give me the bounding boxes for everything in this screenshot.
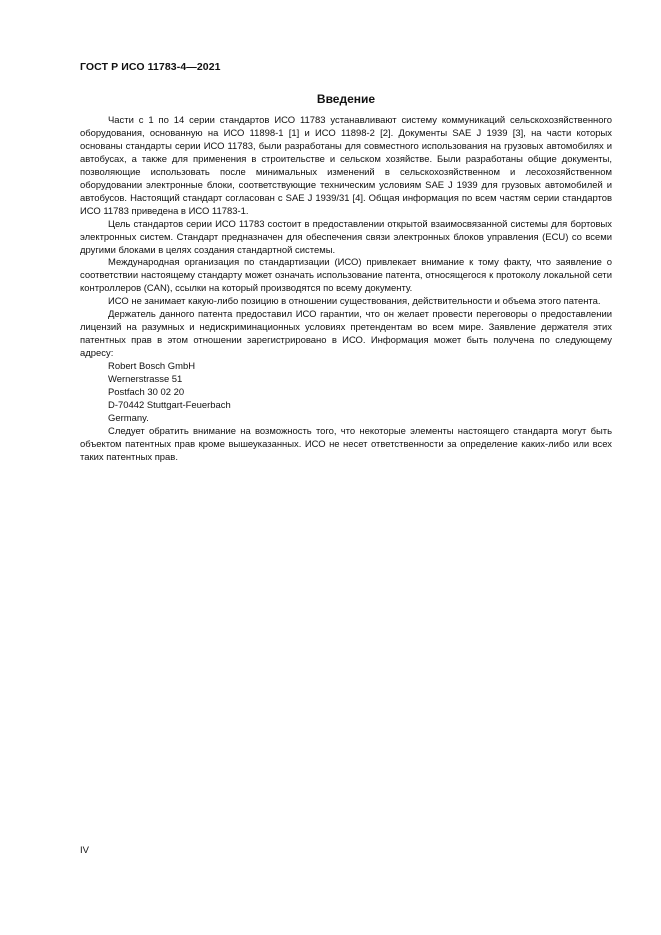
section-title: Введение xyxy=(316,92,376,106)
address-block xyxy=(80,361,612,426)
page-number: IV xyxy=(80,845,89,856)
address-line: Germany. xyxy=(108,412,149,424)
paragraph: Части с 1 по 14 серии стандартов ИСО 11783 устанавливают систему коммуникаций сельскохозяйственного оборудования, основанную на ИСО 11898-1 [1] и ИСО 11898-2 [2]. Документы SAE J 1939 [3], на части которых основаны стандарты серии ИСО 11783, были разработаны для совместного использования на грузовых автомобилях и автобусах, а также для применения в строительстве и сельском хозяйстве. Были разработаны общие документы, позволяющие использовать после минимальных изменений в сельскохозяйственном и лесохозяйственном оборудовании электронные блоки, соответствующие техническим условиям SAE J 1939 для грузовых автомобилей и автобусов. Настоящий стандарт согласован с SAE J 1939/31 [4]. Общая информация по всем частям серии стандартов ИСО 11783 приведена в ИСО 11783-1. xyxy=(80,115,612,217)
address-line: D-70442 Stuttgart-Feuerbach xyxy=(108,399,231,411)
closing-paragraph: Следует обратить внимание на возможность того, что некоторые элементы настоящего стандарта могут быть объектом патентных прав кроме вышеуказанных. ИСО не несет ответственности за определение каких-либо или всех таких патентных прав. xyxy=(80,425,612,463)
address-line: Wernerstrasse 51 xyxy=(108,374,183,386)
paragraph: Цель стандартов серии ИСО 11783 состоит в предоставлении открытой взаимосвязанной системы для бортовых электронных систем. Стандарт предназначен для обеспечения связи электронных блоков управления (ECU) со всеми другими блоками в целях создания стандартной системы. xyxy=(80,218,612,256)
standard-id-header: ГОСТ Р ИСО 11783-4—2021 xyxy=(80,61,221,73)
address-line: Robert Bosch GmbH xyxy=(108,361,196,373)
paragraph: Держатель данного патента предоставил ИСО гарантии, что он желает провести переговоры о предоставлении лицензий на разумных и недискриминационных условиях претендентам во всем мире. Заявление держателя этих патентных прав в этом отношении зарегистрировано в ИСО. Информация может быть получена по следующему адресу: xyxy=(80,309,612,360)
address-line: Postfach 30 02 20 xyxy=(108,387,185,399)
document-body xyxy=(80,115,612,465)
paragraph: Международная организация по стандартизации (ИСО) привлекает внимание к тому факту, что заявление о соответствии настоящему стандарту может означать использование патента, относящегося к протоколу локальной сети контроллеров (CAN), ссылки на который производятся по всему документу. xyxy=(80,257,612,295)
paragraph: ИСО не занимает какую-либо позицию в отношении существования, действительности и объема этого патента. xyxy=(108,296,601,308)
